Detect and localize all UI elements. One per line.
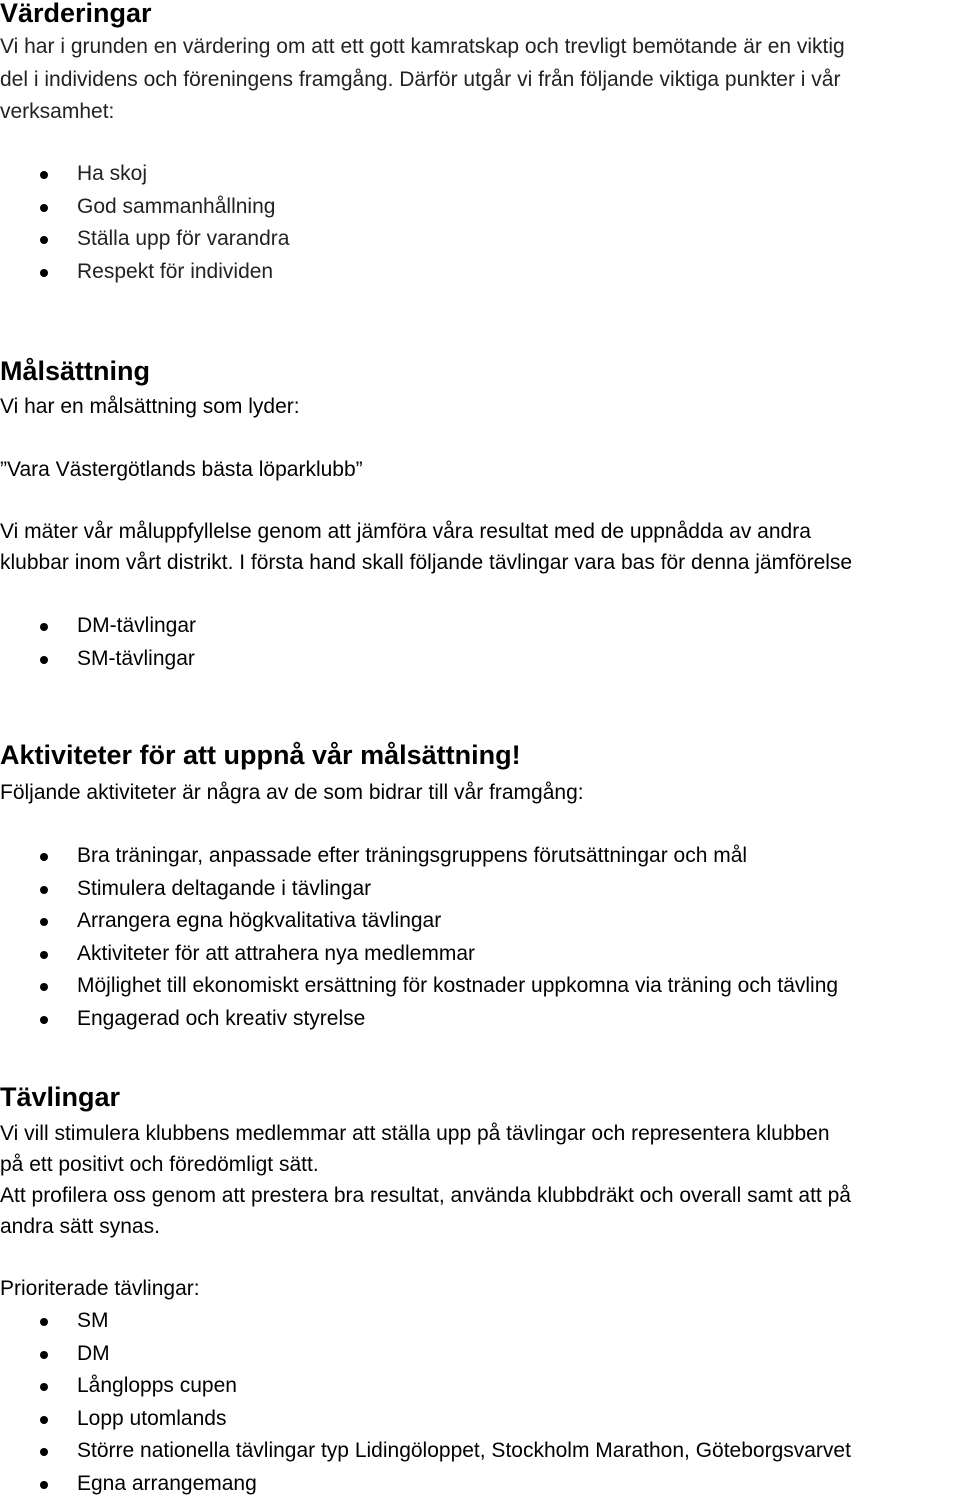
heading-aktiviteter: Aktiviteter för att uppnå vår målsättning! [0, 740, 521, 770]
bullet-icon [40, 1351, 48, 1359]
bullet-icon [40, 886, 48, 894]
bullet-icon [40, 918, 48, 926]
bullet-icon [40, 171, 48, 179]
tavlingar-paragraph-line-1: Vi vill stimulera klubbens medlemmar att ställa upp på tävlingar och representera klubben [0, 1122, 830, 1145]
varderingar-paragraph-line-3: verksamhet: [0, 100, 115, 123]
malsattning-quote: ”Vara Västergötlands bästa löparklubb” [0, 458, 363, 481]
varderingar-paragraph-line-1: Vi har i grunden en värdering om att ett gott kamratskap och trevligt bemötande är en viktig [0, 35, 845, 58]
bullet-icon [40, 269, 48, 277]
bullet-icon [40, 656, 48, 664]
bullet-icon [40, 623, 48, 631]
varderingar-paragraph-line-2: del i individens och föreningens framgång. Därför utgår vi från följande viktiga punkter i vår [0, 68, 841, 91]
bullet-icon [40, 1318, 48, 1326]
prioriterade-tavlingar-label: Prioriterade tävlingar: [0, 1277, 200, 1300]
malsattning-paragraph-line-1: Vi mäter vår måluppfyllelse genom att jämföra våra resultat med de uppnådda av andra [0, 520, 811, 543]
bullet-icon [40, 1016, 48, 1024]
bullet-icon [40, 236, 48, 244]
bullet-icon [40, 1448, 48, 1456]
bullet-icon [40, 1481, 48, 1489]
heading-tavlingar: Tävlingar [0, 1082, 121, 1112]
tavlingar-paragraph-line-4: andra sätt synas. [0, 1215, 160, 1238]
bullet-icon [40, 951, 48, 959]
bullet-icon [40, 1383, 48, 1391]
bullet-icon [40, 1416, 48, 1424]
malsattning-paragraph-line-2: klubbar inom vårt distrikt. I första hand skall följande tävlingar vara bas för denna jämförelse [0, 551, 853, 574]
malsattning-intro: Vi har en målsättning som lyder: [0, 395, 300, 418]
heading-malsattning: Målsättning [0, 356, 151, 386]
bullet-icon [40, 853, 48, 861]
bullet-icon [40, 983, 48, 991]
tavlingar-paragraph-line-3: Att profilera oss genom att prestera bra resultat, använda klubbdräkt och overall samt att på [0, 1184, 851, 1207]
tavlingar-paragraph-line-2: på ett positivt och föredömligt sätt. [0, 1153, 319, 1176]
bullet-icon [40, 204, 48, 212]
aktiviteter-intro: Följande aktiviteter är några av de som bidrar till vår framgång: [0, 781, 584, 804]
heading-varderingar: Värderingar [0, 0, 152, 28]
